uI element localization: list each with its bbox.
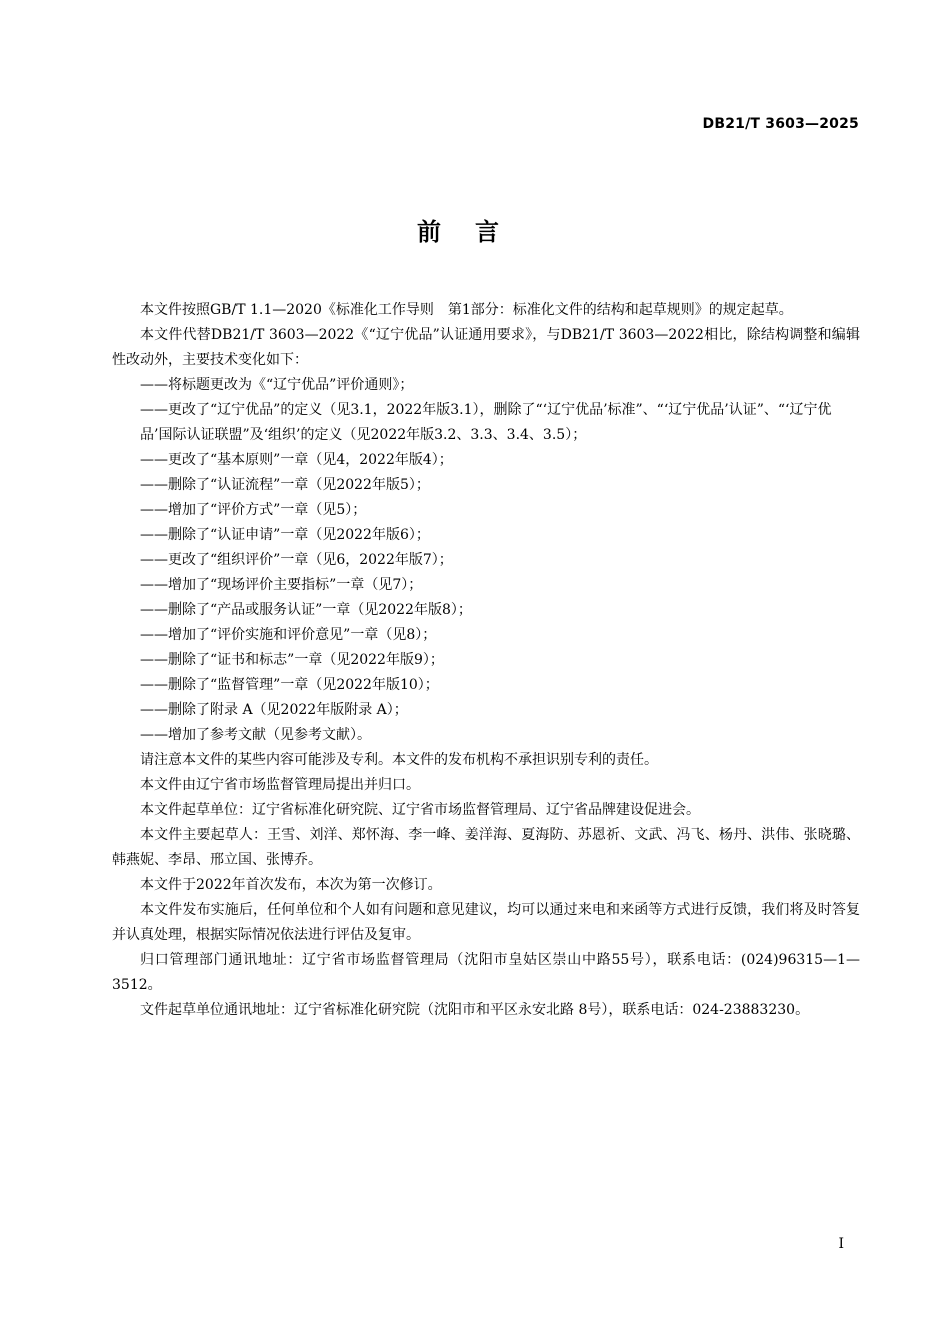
paragraph: 本文件于2022年首次发布，本次为第一次修订。: [140, 877, 442, 893]
paragraph: 本文件由辽宁省市场监督管理局提出并归口。: [140, 777, 420, 793]
paragraph: 本文件代替DB21/T 3603—2022《“辽宁优品”认证通用要求》，与DB21/T 3603—2022相比，除结构调整和编辑性改动外，主要技术变化如下：: [112, 327, 860, 368]
change-item: ——增加了“评价方式”一章（见5）；: [140, 502, 367, 518]
change-item: ——更改了“基本原则”一章（见4，2022年版4）；: [140, 452, 453, 468]
change-item: ——更改了“组织评价”一章（见6，2022年版7）；: [140, 552, 453, 568]
change-item: ——删除了“认证流程”一章（见2022年版5）；: [140, 477, 430, 493]
paragraph: 本文件主要起草人：王雪、刘洋、郑怀海、李一峰、姜洋海、夏海防、苏恩祈、文武、冯飞、杨丹、洪伟、张晓璐、韩燕妮、李昂、邢立国、张博乔。: [112, 827, 860, 868]
change-item: ——增加了“评价实施和评价意见”一章（见8）；: [140, 627, 437, 643]
page-title: 前言: [417, 218, 533, 246]
page-number: I: [838, 1236, 844, 1252]
paragraph: 本文件发布实施后，任何单位和个人如有问题和意见建议，均可以通过来电和来函等方式进行反馈，我们将及时答复并认真处理，根据实际情况依法进行评估及复审。: [112, 902, 860, 943]
paragraph: 本文件按照GB/T 1.1—2020《标准化工作导则 第1部分：标准化文件的结构和起草规则》的规定起草。: [140, 302, 793, 318]
change-item: ——增加了参考文献（见参考文献）。: [140, 727, 371, 743]
change-item: ——删除了“监督管理”一章（见2022年版10）；: [140, 677, 439, 693]
change-item: ——更改了“辽宁优品”的定义（见3.1，2022年版3.1），删除了“‘辽宁优品’标准”、“‘辽宁优品’认证”、“‘辽宁优品’国际认证联盟”及‘组织’的定义（见2022年版3.2、3.3、3.4、3.5）；: [140, 402, 832, 443]
document-id: DB21/T 3603—2025: [702, 116, 859, 132]
change-item: ——删除了“产品或服务认证”一章（见2022年版8）；: [140, 602, 472, 618]
paragraph: 归口管理部门通讯地址：辽宁省市场监督管理局（沈阳市皇姑区崇山中路55号），联系电话：(024)96315—1—3512。: [112, 952, 860, 993]
paragraph: 本文件起草单位：辽宁省标准化研究院、辽宁省市场监督管理局、辽宁省品牌建设促进会。: [140, 802, 700, 818]
change-item: ——删除了附录 A（见2022年版附录 A）；: [140, 702, 408, 718]
change-item: ——增加了“现场评价主要指标”一章（见7）；: [140, 577, 423, 593]
paragraph: 请注意本文件的某些内容可能涉及专利。本文件的发布机构不承担识别专利的责任。: [140, 752, 658, 768]
change-item: ——将标题更改为《“辽宁优品”评价通则》；: [140, 377, 414, 393]
change-item: ——删除了“证书和标志”一章（见2022年版9）；: [140, 652, 444, 668]
paragraph: 文件起草单位通讯地址：辽宁省标准化研究院（沈阳市和平区永安北路 8号），联系电话：024-23883230。: [140, 1002, 810, 1018]
change-item: ——删除了“认证申请”一章（见2022年版6）；: [140, 527, 430, 543]
document-body: [112, 298, 860, 1023]
